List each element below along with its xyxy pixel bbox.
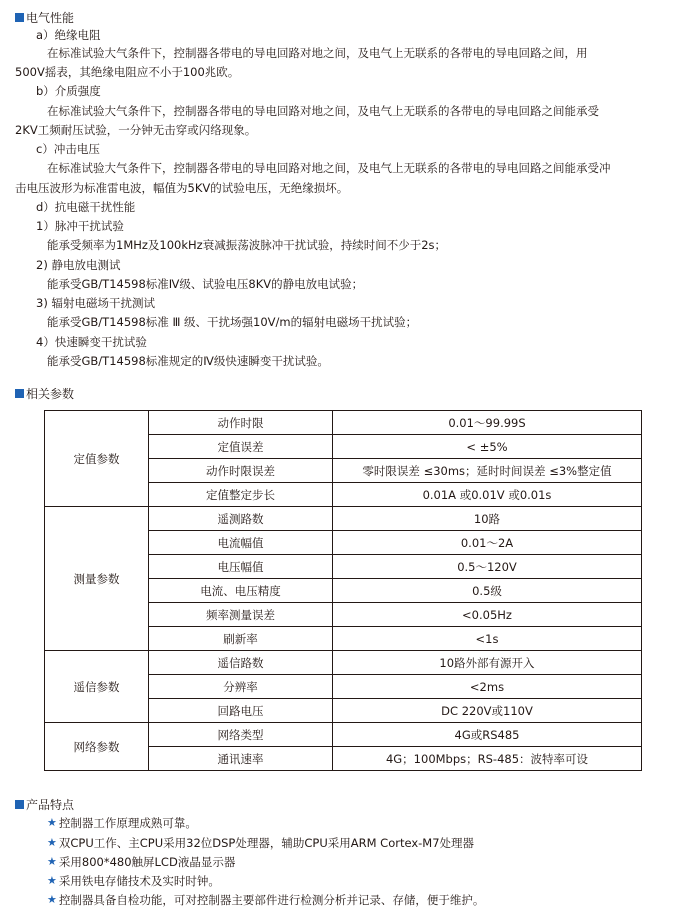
param-value-cell: 10路	[333, 507, 642, 531]
param-name-cell: 网络类型	[149, 723, 333, 747]
param-value-cell: <0.05Hz	[333, 603, 642, 627]
param-name-cell: 分辨率	[149, 675, 333, 699]
table-row	[45, 651, 642, 675]
subheading-insulation: a）绝缘电阻	[36, 28, 101, 42]
group-cell-network: 网络参数	[45, 723, 149, 771]
section-title: 电气性能	[26, 11, 75, 25]
param-value-cell: DC 220V或110V	[333, 699, 642, 723]
paragraph-line: 在标准试验大气条件下，控制器各带电的导电回路对地之间，及电气上无联系的各带电的导电回路之间，用	[47, 46, 588, 60]
feature-item	[47, 815, 197, 831]
param-value-cell: <1s	[333, 627, 642, 651]
subheading-radiated: 3) 辐射电磁场干扰测试	[36, 296, 155, 310]
param-value-cell: 0.01A 或0.01V 或0.01s	[333, 483, 642, 507]
star-bullet-icon: ★	[47, 855, 57, 868]
param-value-cell: <2ms	[333, 675, 642, 699]
paragraph-line: 能承受GB/T14598标准Ⅳ级、试验电压8KV的静电放电试验；	[47, 277, 364, 291]
group-cell-setting: 定值参数	[45, 411, 149, 507]
paragraph-line: 在标准试验大气条件下，控制器各带电的导电回路对地之间，及电气上无联系的各带电的导电回路之间能承受	[47, 104, 599, 118]
paragraph-line: 能承受GB/T14598标准 Ⅲ 级、干扰场强10V/m的辐射电磁场干扰试验；	[47, 315, 418, 329]
param-name-cell: 动作时限误差	[149, 459, 333, 483]
section-square-icon	[15, 800, 24, 809]
subheading-impulse: c）冲击电压	[36, 142, 100, 156]
parameters-table	[44, 410, 642, 771]
param-value-cell: 0.01～2A	[333, 531, 642, 555]
param-value-cell: 0.5～120V	[333, 555, 642, 579]
param-name-cell: 定值整定步长	[149, 483, 333, 507]
param-name-cell: 电流幅值	[149, 531, 333, 555]
star-bullet-icon: ★	[47, 836, 57, 849]
param-name-cell: 刷新率	[149, 627, 333, 651]
param-value-cell: 0.01～99.99S	[333, 411, 642, 435]
param-name-cell: 回路电压	[149, 699, 333, 723]
feature-text: 控制器具备自检功能，可对控制器主要部件进行检测分析并记录、存储，便于维护。	[58, 893, 485, 907]
param-name-cell: 频率测量误差	[149, 603, 333, 627]
section-heading-features	[15, 796, 74, 813]
param-value-cell: 4G；100Mbps；RS-485：波特率可设	[333, 747, 642, 771]
star-bullet-icon: ★	[47, 893, 57, 906]
section-heading-electrical	[15, 9, 74, 26]
subheading-eft: 4）快速瞬变干扰试验	[36, 335, 147, 349]
feature-text: 控制器工作原理成熟可靠。	[58, 816, 197, 830]
star-bullet-icon: ★	[47, 874, 57, 887]
param-name-cell: 动作时限	[149, 411, 333, 435]
subheading-dielectric: b）介质强度	[36, 84, 101, 98]
feature-item	[47, 835, 474, 851]
param-value-cell: 10路外部有源开入	[333, 651, 642, 675]
param-value-cell: 4G或RS485	[333, 723, 642, 747]
param-value-cell: < ±5%	[333, 435, 642, 459]
section-title: 产品特点	[26, 798, 75, 812]
param-value-cell: 0.5级	[333, 579, 642, 603]
paragraph-line: 能承受GB/T14598标准规定的Ⅳ级快速瞬变干扰试验。	[47, 354, 329, 368]
paragraph-line: 500V摇表，其绝缘电阻应不小于100兆欧。	[15, 65, 240, 79]
section-heading-params	[15, 385, 74, 402]
feature-item	[47, 854, 235, 870]
param-value-cell: 零时限误差 ≤30ms；延时时间误差 ≤3%整定值	[333, 459, 642, 483]
table-row	[45, 507, 642, 531]
subheading-emc: d）抗电磁干扰性能	[36, 200, 136, 214]
section-square-icon	[15, 13, 24, 22]
feature-item	[47, 892, 484, 908]
group-cell-measurement: 测量参数	[45, 507, 149, 651]
subheading-esd: 2) 静电放电测试	[36, 258, 121, 272]
feature-item	[47, 873, 220, 889]
table-row	[45, 723, 642, 747]
param-name-cell: 遥测路数	[149, 507, 333, 531]
paragraph-line: 在标准试验大气条件下，控制器各带电的导电回路对地之间，及电气上无联系的各带电的导电回路之间能承受冲	[47, 161, 611, 175]
section-title: 相关参数	[26, 387, 75, 401]
param-name-cell: 电流、电压精度	[149, 579, 333, 603]
paragraph-line: 能承受频率为1MHz及100kHz衰减振荡波脉冲干扰试验，持续时间不少于2s；	[47, 238, 447, 252]
section-square-icon	[15, 389, 24, 398]
table-row	[45, 411, 642, 435]
group-cell-remote-signal: 遥信参数	[45, 651, 149, 723]
param-name-cell: 遥信路数	[149, 651, 333, 675]
feature-text: 双CPU工作、主CPU采用32位DSP处理器，辅助CPU采用ARM Cortex-M7处理器	[58, 836, 475, 850]
subheading-pulse: 1）脉冲干扰试验	[36, 219, 124, 233]
star-bullet-icon: ★	[47, 816, 57, 829]
feature-text: 采用800*480触屏LCD液晶显示器	[58, 855, 236, 869]
feature-text: 采用铁电存储技术及实时时钟。	[58, 874, 220, 888]
paragraph-line: 击电压波形为标准雷电波，幅值为5KV的试验电压，无绝缘损坏。	[15, 181, 349, 195]
param-name-cell: 定值误差	[149, 435, 333, 459]
paragraph-line: 2KV工频耐压试验，一分钟无击穿或闪络现象。	[15, 123, 257, 137]
param-name-cell: 通讯速率	[149, 747, 333, 771]
param-name-cell: 电压幅值	[149, 555, 333, 579]
